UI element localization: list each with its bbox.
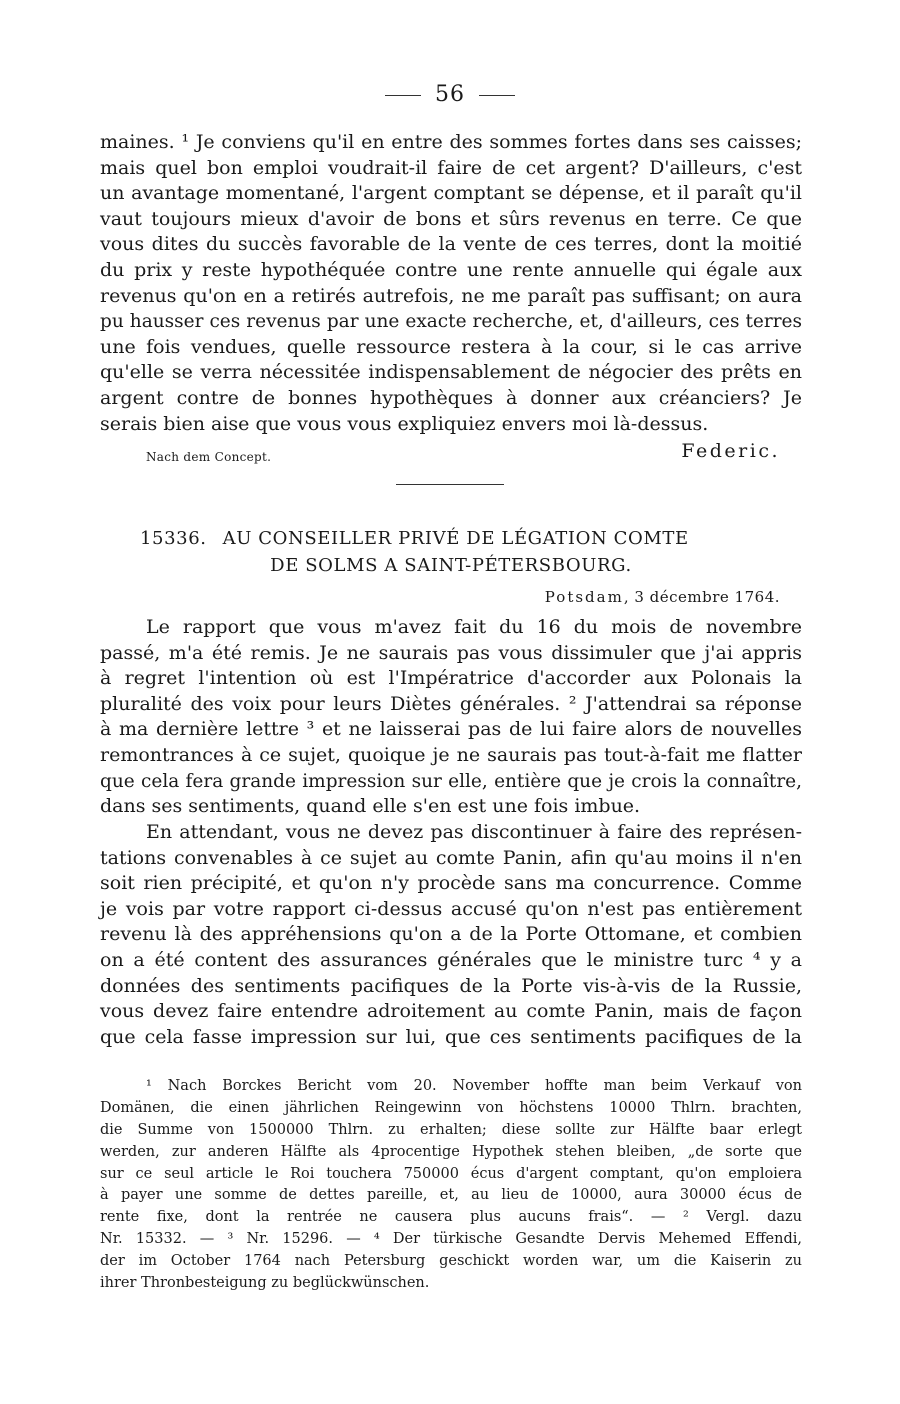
letter-title-line1: AU CONSEILLER PRIVÉ DE LÉGATION COMTE xyxy=(222,528,689,549)
text-line: argent contre de bonnes hypothèques à donner aux créanciers? Je xyxy=(100,386,802,409)
footnotes xyxy=(100,1076,802,1295)
footnote-line: werden, zur anderen Hälfte als 4procentige Hypothek stehen bleiben, „de sorte que xyxy=(100,1143,802,1160)
letter-heading-line1 xyxy=(100,528,802,549)
header-dash-left xyxy=(385,95,421,96)
footnote-line: ¹ Nach Borckes Bericht vom 20. November hoffte man beim Verkauf von xyxy=(146,1078,802,1094)
text-line: qu'elle se verra nécessitée indispensablement de négocier des prêts en xyxy=(100,361,802,384)
letter-paragraph-1 xyxy=(100,615,802,820)
text-line: En attendant, vous ne devez pas discontinuer à faire des représen- xyxy=(146,821,802,843)
footnote-line: rente fixe, dont la rentrée ne causera plus aucuns frais“. — ² Vergl. dazu xyxy=(100,1209,802,1226)
letter-paragraph-2 xyxy=(100,820,802,1050)
text-line: tations convenables à ce sujet au comte Panin, afin qu'au moins il n'en xyxy=(100,846,802,869)
text-line: à regret l'intention où est l'Impératrice d'accorder aux Polonais la xyxy=(100,667,802,690)
text-line: à ma dernière lettre ³ et ne laisserai pas de lui faire alors de nouvelles xyxy=(100,718,802,741)
dateline xyxy=(545,588,780,606)
signature-row xyxy=(100,440,780,468)
text-line: revenus qu'on en a retirés autrefois, ne me paraît pas suffisant; on aura xyxy=(100,284,802,307)
page-number: 56 xyxy=(435,82,465,107)
footnote-line: der im October 1764 nach Petersburg geschickt worden war, um die Kaiserin zu xyxy=(100,1253,802,1270)
text-line: remontrances à ce sujet, quoique je ne saurais pas tout-à-fait me flatter xyxy=(100,743,802,766)
text-line: Le rapport que vous m'avez fait du 16 du mois de novembre xyxy=(146,616,802,638)
text-line: vous devez faire entendre adroitement au comte Panin, mais de façon xyxy=(100,1000,802,1023)
footnote-line: Nr. 15332. — ³ Nr. 15296. — ⁴ Der türkische Gesandte Dervis Mehemed Effendi, xyxy=(100,1231,802,1248)
page-header xyxy=(0,82,900,107)
text-line: on a été content des assurances générales que le ministre turc ⁴ y a xyxy=(100,948,802,971)
text-line: un avantage momentané, l'argent comptant se dépense, et il paraît qu'il xyxy=(100,182,802,205)
text-line: que cela fasse impression sur lui, que ces sentiments pacifiques de la xyxy=(100,1025,802,1048)
text-line: revenu là des appréhensions qu'on a de la Porte Ottomane, et combien xyxy=(100,923,802,946)
text-line: du prix y reste hypothéquée contre une rente annuelle qui égale aux xyxy=(100,258,802,281)
footnote-line: sur ce seul article le Roi touchera 750000 écus d'argent comptant, qu'on emploiera xyxy=(100,1165,802,1182)
text-line: passé, m'a été remis. Je ne saurais pas vous dissimuler que j'ai appris xyxy=(100,641,802,664)
dateline-date: , 3 décembre 1764. xyxy=(623,588,780,606)
text-line: pu hausser ces revenus par une exacte recherche, et, d'ailleurs, ces terres xyxy=(100,311,802,333)
text-line: mais quel bon emploi voudrait-il faire de cet argent? D'ailleurs, c'est xyxy=(100,156,802,179)
dateline-place: Potsdam xyxy=(544,588,624,606)
header-dash-right xyxy=(479,95,515,96)
text-line: pluralité des voix pour leurs Diètes générales. ² J'attendrai sa réponse xyxy=(100,692,802,715)
text-line: que cela fera grande impression sur elle, entière que je crois la connaître, xyxy=(100,770,802,792)
signature: Federic. xyxy=(681,440,780,462)
text-line: maines. ¹ Je conviens qu'il en entre des sommes fortes dans ses caisses; xyxy=(100,131,802,153)
text-line: vaut toujours mieux d'avoir de bons et sûrs revenus en terre. Ce que xyxy=(100,207,802,230)
text-line: soit rien précipité, et qu'on n'y procède sans ma concurrence. Comme xyxy=(100,872,802,895)
text-line: données des sentiments pacifiques de la Porte vis-à-vis de la Russie, xyxy=(100,974,802,997)
text-line: vous dites du succès favorable de la vente de ces terres, dont la moitié xyxy=(100,233,802,256)
continuation-text xyxy=(100,130,802,437)
text-line: une fois vendues, quelle ressource restera à la cour, si le cas arrive xyxy=(100,335,802,358)
footnote-line: à payer une somme de dettes pareille, et, au lieu de 10000, aura 30000 écus de xyxy=(100,1187,802,1204)
text-line: serais bien aise que vous vous expliquiez envers moi là-dessus. xyxy=(100,412,709,435)
letter-title-line2: DE SOLMS A SAINT-PÉTERSBOURG. xyxy=(270,555,632,576)
letter-number: 15336. xyxy=(140,528,207,549)
text-line: dans ses sentiments, quand elle s'en est une fois imbue. xyxy=(100,795,641,818)
text-line: je vois par votre rapport ci-dessus accusé qu'on n'est pas entièrement xyxy=(100,897,802,920)
section-divider xyxy=(396,484,504,485)
footnote-line: die Summe von 1500000 Thlrn. zu erhalten; diese sollte zur Hälfte baar erlegt xyxy=(100,1121,802,1138)
footnote-line: ihrer Thronbesteigung zu beglückwünschen. xyxy=(100,1275,430,1292)
source-note: Nach dem Concept. xyxy=(146,450,272,464)
footnote-line: Domänen, die einen jährlichen Reingewinn von höchstens 10000 Thlrn. brachten, xyxy=(100,1099,802,1116)
